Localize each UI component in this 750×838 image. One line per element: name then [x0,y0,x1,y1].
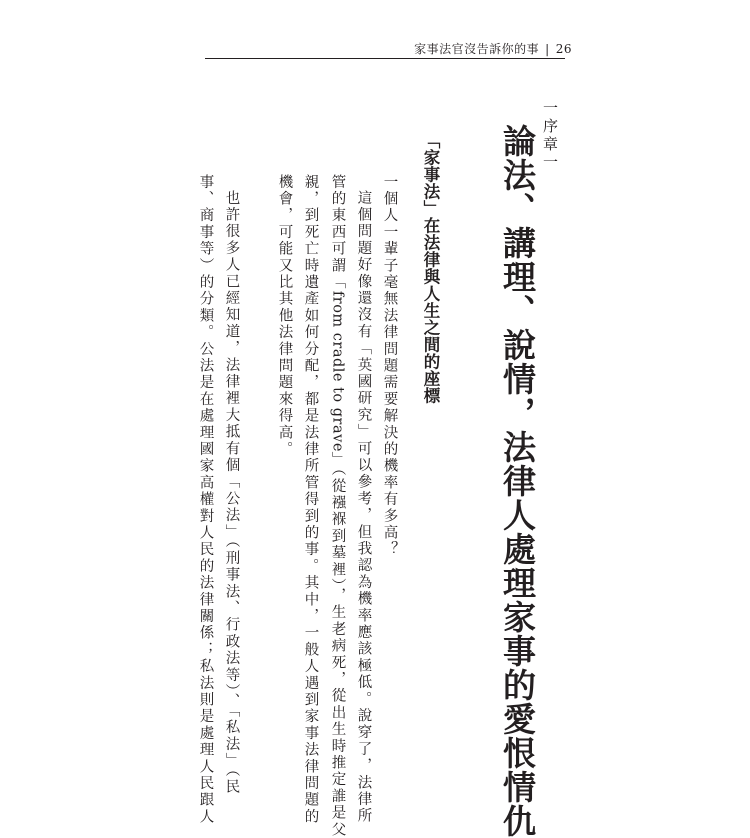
header-rule [205,58,565,59]
chapter-title: 論法、講理、說情，法律人處理家事的愛恨情仇 [498,124,537,838]
page-number: 26 [555,42,572,56]
line-text-post: 」（從襁褓到墓裡），生老病死，從出生時推定誰是父 [329,451,346,838]
paragraph-3-line-2: 事、商事等）的分類。公法是在處理國家高權對人民的法律關係；私法則是處理人民跟人 [197,174,214,826]
header-separator: | [545,42,550,56]
running-header [414,40,572,57]
paragraph-2-line-1: 這個問題好像還沒有「英國研究」可以參考，但我認為機率應該極低。說穿了，法律所 [355,190,372,825]
paragraph-2-line-3: 親，到死亡時遺產如何分配，都是法律所管得到的事。其中，一般人遇到家事法律問題的 [302,174,319,826]
paragraph-2-line-2 [330,174,345,838]
paragraph-1-line-1: 一個人一輩子毫無法律問題需要解決的機率有多高？ [381,174,398,559]
section-heading: 「家事法」在法律與人生之間的座標 [421,132,440,404]
line-text-pre: 管的東西可謂「 [329,174,346,291]
book-title: 家事法官沒告訴你的事 [414,42,540,56]
english-phrase: from cradle to grave [329,290,346,452]
paragraph-2-line-4: 機會，可能又比其他法律問題來得高。 [276,174,293,458]
chapter-label: 一序章一 [541,100,559,172]
paragraph-3-line-1: 也許很多人已經知道，法律裡大抵有個「公法」（刑事法、行政法等）、「私法」（民 [223,190,240,796]
